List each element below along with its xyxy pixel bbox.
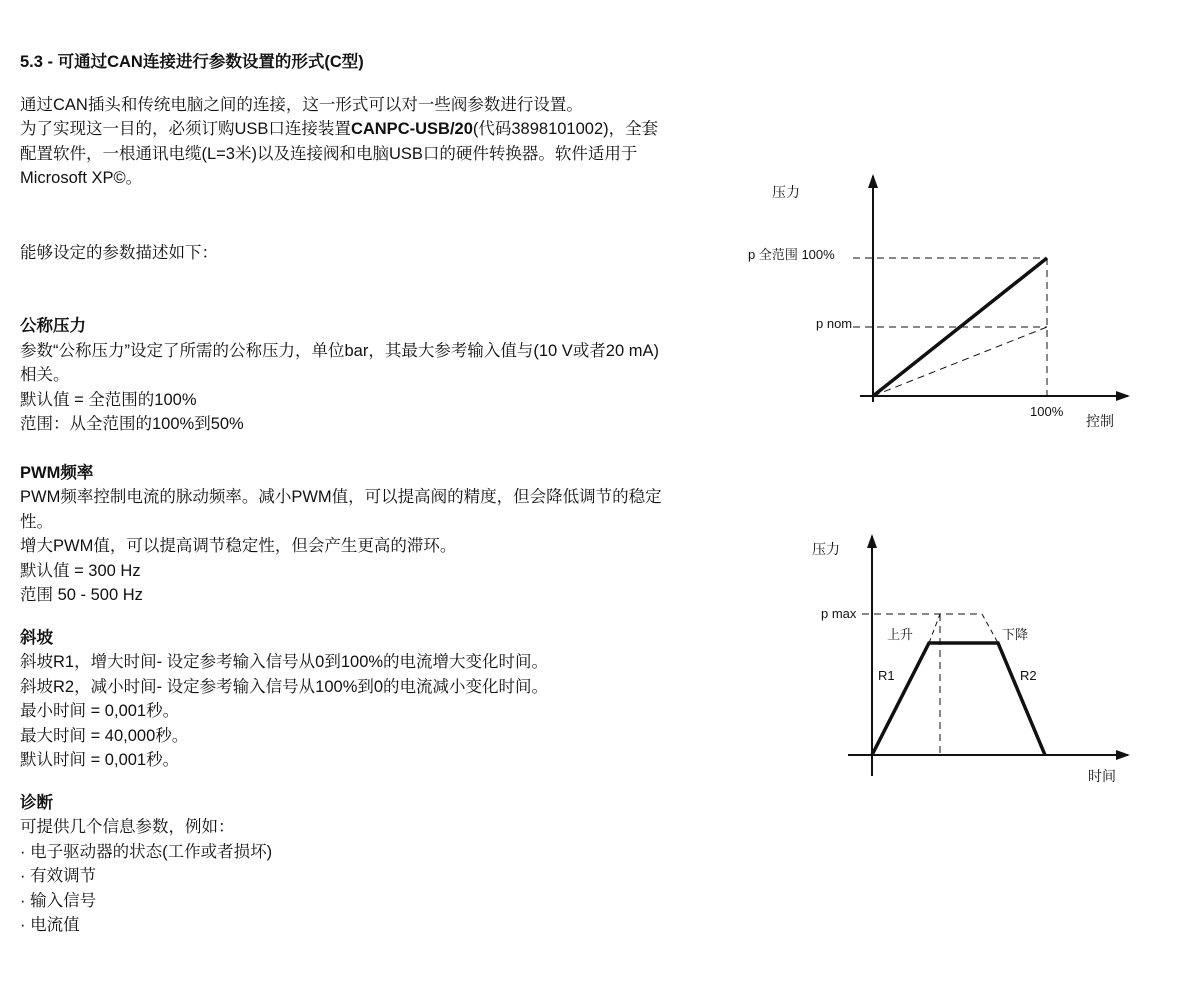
p-nom-label: p nom	[816, 316, 853, 331]
ramp-default: 默认时间 = 0,001秒。	[20, 751, 180, 769]
ramp-max: 最大时间 = 40,000秒。	[20, 726, 189, 745]
pwm-line-3: 增大PWM值，可以提高调节稳定性，但会产生更高的滞环。	[20, 537, 457, 555]
diagnostics-heading: 诊断	[20, 793, 53, 812]
nominal-pressure-line-2: 相关。	[20, 366, 70, 384]
pressure-control-diagram	[740, 170, 1160, 440]
diagnostics-item: · 电流值	[20, 916, 80, 934]
x-axis-label: 控制	[1086, 413, 1114, 429]
diagnostics-item: · 电子驱动器的状态(工作或者损坏)	[20, 842, 273, 861]
x-axis-label: 时间	[1088, 768, 1116, 784]
section-title: 5.3 - 可通过CAN连接进行参数设置的形式(C型)	[20, 53, 364, 71]
ramp-min: 最小时间 = 0,001秒。	[20, 702, 180, 720]
y-axis-label: 压力	[812, 541, 840, 557]
ramp-line-1: 斜坡R1，增大时间- 设定参考输入信号从0到100%的电流增大变化时间。	[20, 653, 549, 671]
intro-line-3: 配置软件，一根通讯电缆(L=3米)以及连接阀和电脑USB口的硬件转换器。软件适用于	[20, 144, 638, 163]
p-max-label: p max	[821, 606, 857, 621]
pwm-line-1: PWM频率控制电流的脉动频率。减小PWM值，可以提高阀的精度，但会降低调节的稳定	[20, 488, 662, 506]
ideal-rise-dashed	[929, 614, 940, 643]
diagnostics-item: · 输入信号	[20, 891, 97, 910]
full-range-curve	[873, 258, 1047, 396]
r1-label: R1	[878, 668, 895, 683]
p-full-range-label: p 全范围 100%	[748, 247, 835, 262]
y-axis-label: 压力	[772, 184, 800, 200]
pwm-heading: PWM频率	[20, 463, 94, 482]
document-body	[20, 50, 740, 938]
nominal-pressure-range: 范围：从全范围的100%到50%	[20, 415, 244, 433]
ramp-line-2: 斜坡R2，减小时间- 设定参考输入信号从100%到0的电流减小变化时间。	[20, 677, 549, 696]
pwm-range: 范围 50 - 500 Hz	[20, 586, 143, 604]
intro-line-4: Microsoft XP©。	[20, 169, 143, 187]
params-intro: 能够设定的参数描述如下：	[20, 243, 218, 262]
nominal-pressure-line-1: 参数“公称压力”设定了所需的公称压力，单位bar，其最大参考输入值与(10 V或者20 mA)	[20, 341, 659, 360]
pwm-default: 默认值 = 300 Hz	[20, 561, 141, 580]
nominal-pressure-heading: 公称压力	[20, 317, 86, 335]
pressure-time-ramp-diagram	[790, 530, 1160, 800]
diagnostics-line-1: 可提供几个信息参数，例如：	[20, 818, 235, 836]
nominal-pressure-default: 默认值 = 全范围的100%	[20, 390, 197, 409]
ramp-heading: 斜坡	[20, 628, 53, 647]
x-tick-100-label: 100%	[1030, 404, 1064, 419]
ramp-curve	[872, 643, 1045, 755]
pwm-line-2: 性。	[20, 512, 53, 531]
nominal-curve	[873, 327, 1047, 396]
diagnostics-item: · 有效调节	[20, 867, 97, 885]
order-code-name: CANPC-USB/20	[350, 120, 473, 138]
rise-label: 上升	[887, 627, 914, 642]
intro-line-2-pre: 为了实现这一目的，必须订购USB口连接装置	[20, 120, 351, 138]
fall-label: 下降	[1002, 627, 1029, 642]
r2-label: R2	[1020, 668, 1037, 683]
intro-line-2-post: (代码3898101002)，全套	[472, 120, 659, 138]
intro-line-2	[20, 117, 740, 142]
intro-line-1: 通过CAN插头和传统电脑之间的连接，这一形式可以对一些阀参数进行设置。	[20, 95, 583, 114]
ideal-fall-dashed	[982, 614, 998, 643]
